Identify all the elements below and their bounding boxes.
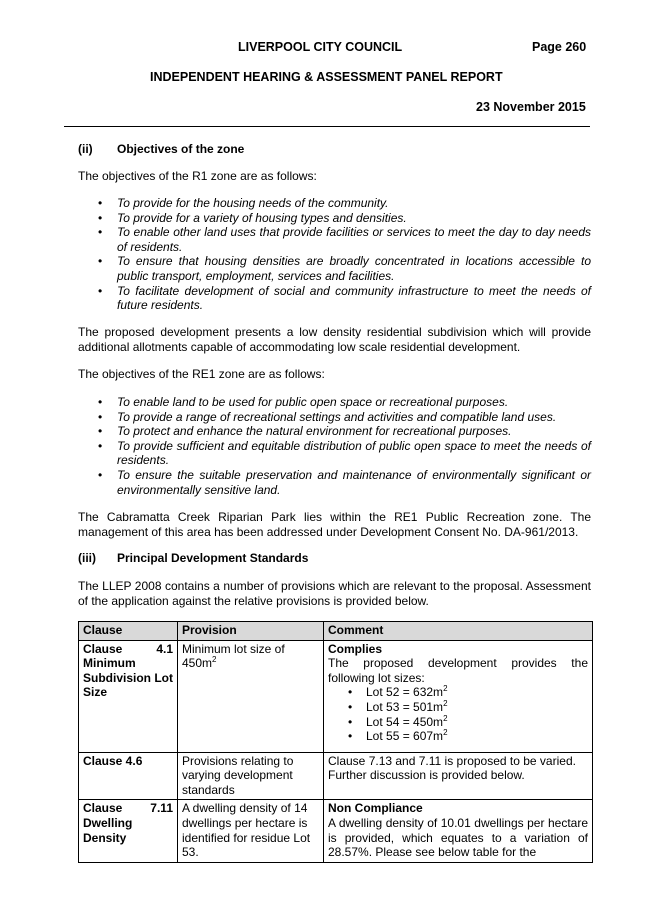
superscript: 2 <box>443 728 448 738</box>
comment-cell: Clause 7.13 and 7.11 is proposed to be varied. Further discussion is provided below. <box>324 752 593 800</box>
section-number: (ii) <box>78 142 93 156</box>
clause-number: 4.1 <box>156 641 173 656</box>
table-row <box>79 752 593 800</box>
report-date: 23 November 2015 <box>476 100 586 114</box>
clause-title: Minimum Subdivision Lot Size <box>83 656 173 700</box>
comment-cell <box>324 640 593 752</box>
superscript: 2 <box>443 698 448 708</box>
clause-cell <box>79 800 178 862</box>
r1-intro: The objectives of the R1 zone are as follows: <box>78 169 317 183</box>
standards-intro: The LLEP 2008 contains a number of provisions which are relevant to the proposal. Assessment of the application against the relative provisions is provided below. <box>78 579 591 608</box>
list-item: • To provide sufficient and equitable distribution of public open space to meet the needs of residents. <box>78 439 591 468</box>
superscript: 2 <box>212 655 217 665</box>
list-item <box>328 685 588 700</box>
list-item: • To enable land to be used for public open space or recreational purposes. <box>78 395 591 410</box>
clause-line <box>83 642 173 657</box>
lot-label: Lot 52 = 632m <box>366 685 444 700</box>
list-item: • To provide for a variety of housing types and densities. <box>78 211 591 226</box>
provision-cell: A dwelling density of 14 dwellings per hectare is identified for residue Lot 53. <box>178 800 324 862</box>
section-title: Objectives of the zone <box>117 142 245 156</box>
status-label: Complies <box>328 641 383 656</box>
clause-word: Clause <box>83 641 123 656</box>
section-title: Principal Development Standards <box>117 551 309 565</box>
list-item: • To provide for the housing needs of the community. <box>78 196 591 211</box>
table-header-row <box>79 622 593 641</box>
status-label: Non Compliance <box>328 801 423 816</box>
comment-text: The proposed development provides the following lot sizes: <box>328 656 588 685</box>
section-number: (iii) <box>78 551 96 565</box>
clause-cell: Clause 4.6 <box>79 752 178 800</box>
council-name: LIVERPOOL CITY COUNCIL <box>238 40 403 54</box>
section-heading-objectives <box>78 142 244 156</box>
list-item <box>328 700 588 715</box>
re1-objectives-list <box>78 395 591 497</box>
header-clause: Clause <box>79 622 178 641</box>
clause-word: Clause <box>83 801 123 816</box>
table-row <box>79 800 593 862</box>
re1-assessment-paragraph: The Cabramatta Creek Riparian Park lies within the RE1 Public Recreation zone. The management of this area has been addressed under Development Consent No. DA-961/2013. <box>78 510 591 539</box>
provision-text: Minimum lot size of 450m <box>182 641 285 671</box>
development-standards-table <box>78 621 593 863</box>
superscript: 2 <box>443 684 448 694</box>
header-comment: Comment <box>324 622 593 641</box>
lot-label: Lot 53 = 501m <box>366 699 444 714</box>
header-provision: Provision <box>178 622 324 641</box>
list-item: • To enable other land uses that provide facilities or services to meet the day to day needs of residents. <box>78 225 591 254</box>
lot-sizes-list <box>328 685 588 743</box>
list-item: • To ensure that housing densities are broadly concentrated in locations accessible to public transport, employment, services and facilities. <box>78 254 591 283</box>
clause-title: Dwelling Density <box>83 815 133 845</box>
superscript: 2 <box>443 713 448 723</box>
lot-label: Lot 54 = 450m <box>366 714 444 729</box>
page-number: Page 260 <box>532 40 587 54</box>
comment-cell <box>324 800 593 862</box>
lot-label: Lot 55 = 607m <box>366 729 444 744</box>
list-item: • To facilitate development of social and community infrastructure to meet the needs of future residents. <box>78 284 591 313</box>
report-title: INDEPENDENT HEARING & ASSESSMENT PANEL REPORT <box>150 70 503 84</box>
clause-cell <box>79 640 178 752</box>
table-row <box>79 640 593 752</box>
re1-intro: The objectives of the RE1 zone are as follows: <box>78 367 325 381</box>
header-divider <box>64 126 590 127</box>
clause-line <box>83 801 173 816</box>
list-item: • To protect and enhance the natural environment for recreational purposes. <box>78 424 591 439</box>
clause-number: 7.11 <box>150 801 173 816</box>
r1-assessment-paragraph: The proposed development presents a low density residential subdivision which will provide additional allotments capable of accommodating low scale residential development. <box>78 325 591 354</box>
section-heading-standards <box>78 551 308 565</box>
list-item <box>328 729 588 744</box>
list-item: • To provide a range of recreational settings and activities and compatible land uses. <box>78 410 591 425</box>
provision-cell <box>178 640 324 752</box>
list-item <box>328 715 588 730</box>
comment-text: A dwelling density of 10.01 dwellings per hectare is provided, which equates to a variation of 28.57%. Please see below table for the <box>328 815 588 860</box>
list-item: • To ensure the suitable preservation and maintenance of environmentally significant or environmentally sensitive land. <box>78 468 591 497</box>
r1-objectives-list <box>78 196 591 313</box>
provision-cell: Provisions relating to varying development standards <box>178 752 324 800</box>
